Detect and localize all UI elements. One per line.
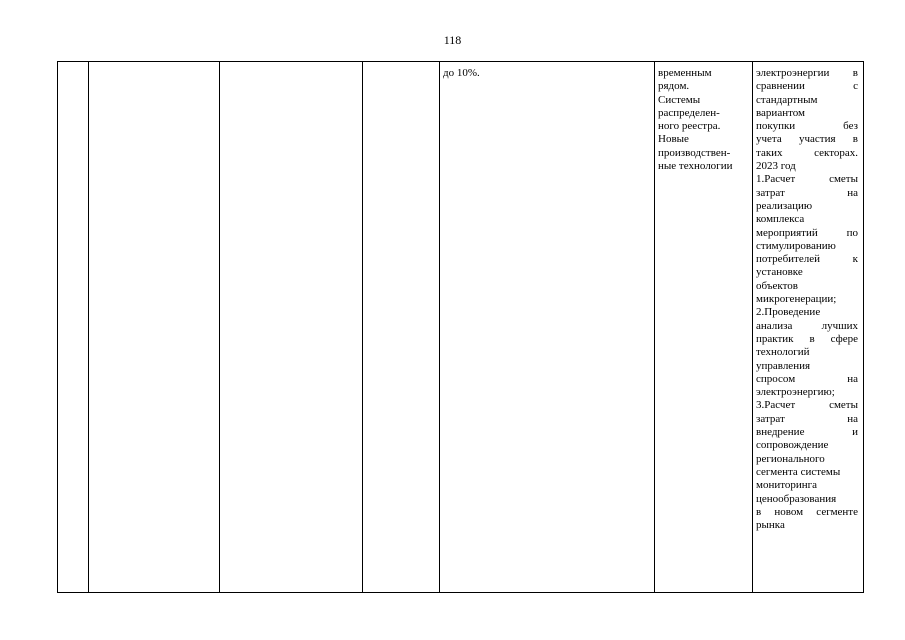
col7-line: 2.Проведение xyxy=(756,306,821,319)
table-cell-col2 xyxy=(89,62,220,593)
col7-line: микрогенерации; xyxy=(756,293,837,306)
table-cell-col7 xyxy=(753,62,864,593)
table-cell-col1 xyxy=(58,62,89,593)
col7-line: регионального xyxy=(756,452,825,465)
col7-line: стандартным xyxy=(756,93,818,106)
table-row xyxy=(58,62,864,593)
col6-line: распределен- xyxy=(658,106,720,119)
col7-line: таких секторах. xyxy=(756,146,858,159)
col7-line: объектов xyxy=(756,279,798,292)
col7-line: управления xyxy=(756,359,811,372)
col6-line: ного реестра. xyxy=(658,120,721,133)
col7-line: покупки без xyxy=(756,120,858,133)
table-cell-col3 xyxy=(220,62,363,593)
col7-line: спросом на xyxy=(756,372,858,385)
col7-line: затрат на xyxy=(756,412,858,425)
col5-text: до 10%. xyxy=(443,67,480,79)
col7-line: сопровождение xyxy=(756,439,829,452)
col7-line: рынка xyxy=(756,519,785,532)
col7-line: практик в сфере xyxy=(756,332,858,345)
col7-line: потребителей к xyxy=(756,253,858,266)
col7-line: технологий xyxy=(756,346,810,359)
document-table xyxy=(57,61,864,593)
col7-line: в новом сегменте xyxy=(756,505,858,518)
col7-line: мероприятий по xyxy=(756,226,858,239)
col7-line: сравнении с xyxy=(756,80,858,93)
col7-line: стимулированию xyxy=(756,239,836,252)
col6-line: Системы xyxy=(658,93,701,106)
col7-line: учета участия в xyxy=(756,133,858,146)
col7-line: мониторинга xyxy=(756,479,818,492)
col7-line: электроэнергию; xyxy=(756,386,835,399)
table-cell-col5 xyxy=(440,62,655,593)
table-cell-col6 xyxy=(655,62,753,593)
col7-line: установке xyxy=(756,266,803,279)
col7-line: 3.Расчет сметы xyxy=(756,399,858,412)
col6-text-block xyxy=(658,67,749,173)
col7-line: вариантом xyxy=(756,106,806,119)
col6-line: временным xyxy=(658,67,712,79)
col7-line: внедрение и xyxy=(756,426,858,439)
col7-line: 2023 год xyxy=(756,160,796,173)
col7-line: сегмента системы xyxy=(756,465,841,478)
col7-line: реализацию xyxy=(756,199,813,212)
col7-line: ценообразования xyxy=(756,492,837,505)
col7-line: комплекса xyxy=(756,213,805,226)
col7-line: электроэнергии в xyxy=(756,67,858,79)
col6-line: ные технологии xyxy=(658,160,733,173)
col6-line: рядом. xyxy=(658,80,690,93)
col7-line: анализа лучших xyxy=(756,319,858,332)
table-cell-col4 xyxy=(363,62,440,593)
col7-line: затрат на xyxy=(756,186,858,199)
col6-line: производствен- xyxy=(658,146,731,159)
col7-text-block xyxy=(756,67,858,532)
col6-line: Новые xyxy=(658,133,689,146)
page-number: 118 xyxy=(443,33,462,47)
col7-line: 1.Расчет сметы xyxy=(756,173,858,186)
